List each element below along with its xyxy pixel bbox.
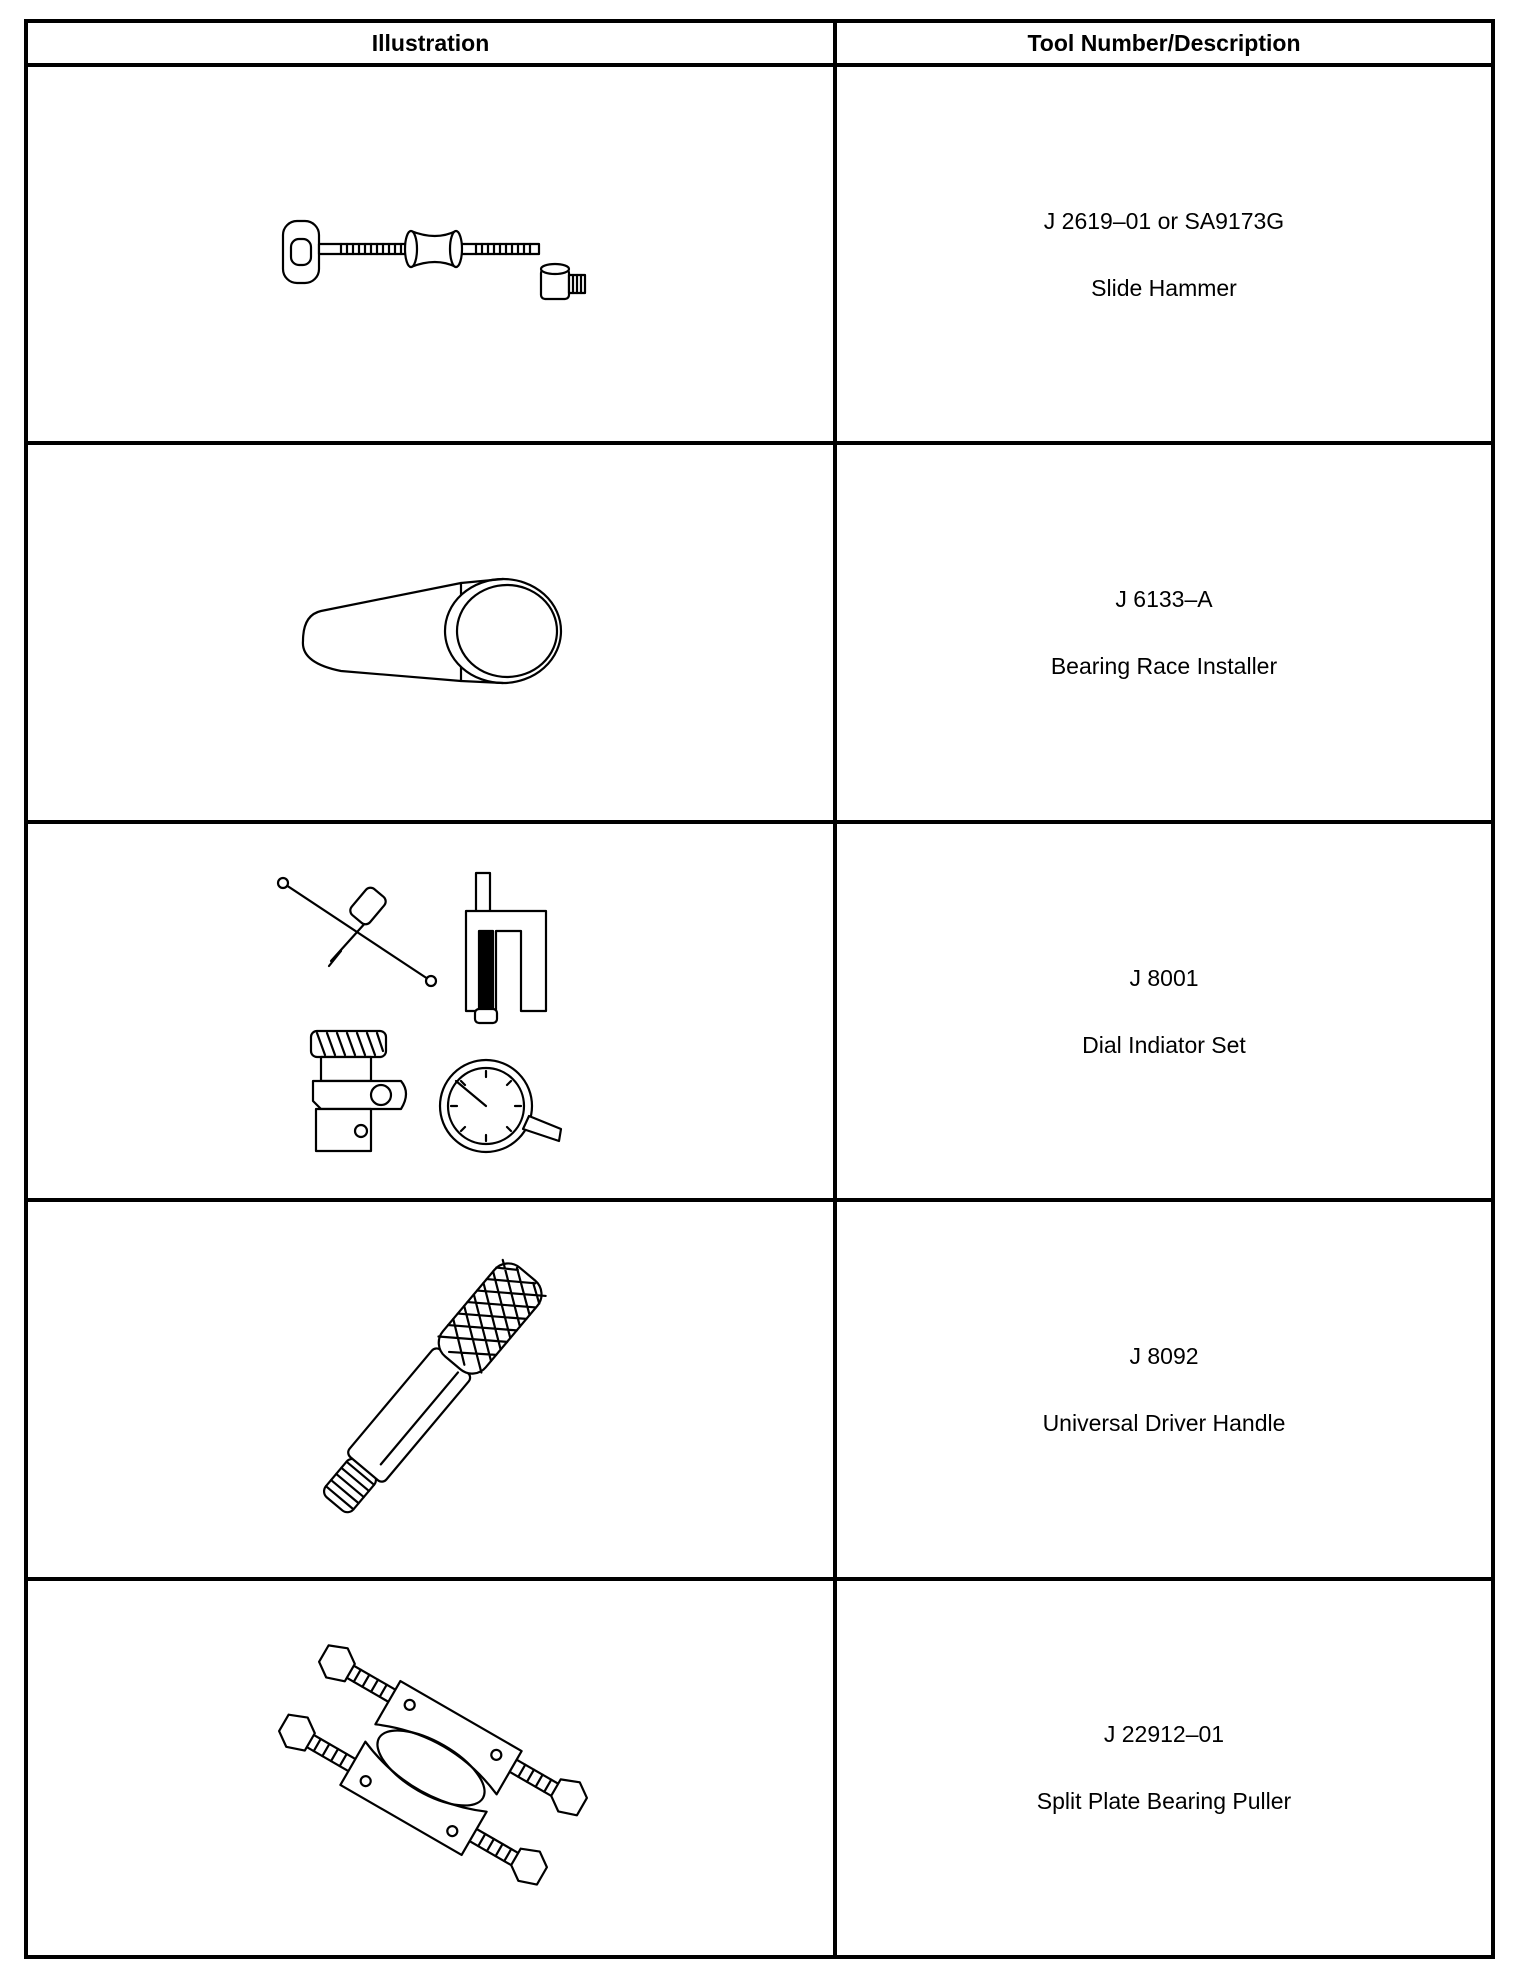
illustration-cell xyxy=(28,824,837,1198)
illustration-column-header: Illustration xyxy=(28,23,837,63)
tool-number: J 8001 xyxy=(1129,964,1199,991)
tool-number: J 2619–01 or SA9173G xyxy=(1043,207,1285,234)
table-row xyxy=(28,1202,1491,1580)
table-row xyxy=(28,1581,1491,1955)
description-cell xyxy=(837,1202,1491,1576)
tool-description: Bearing Race Installer xyxy=(1050,653,1278,680)
description-cell xyxy=(837,67,1491,441)
illustration-cell xyxy=(28,1202,837,1576)
illustration-cell xyxy=(28,1581,837,1955)
description-cell xyxy=(837,824,1491,1198)
tool-description: Slide Hammer xyxy=(1091,274,1237,301)
table-header-row xyxy=(28,23,1491,67)
bearing-race-installer-icon xyxy=(281,563,581,703)
tool-description: Universal Driver Handle xyxy=(1042,1409,1286,1436)
table-row xyxy=(28,824,1491,1202)
tool-description: Dial Indiator Set xyxy=(1082,1031,1246,1058)
tool-description: Split Plate Bearing Puller xyxy=(1036,1788,1292,1815)
tool-table xyxy=(24,19,1495,1959)
split-plate-bearing-puller-icon xyxy=(251,1628,611,1908)
illustration-cell xyxy=(28,67,837,441)
tool-number: J 6133–A xyxy=(1115,586,1213,613)
table-row xyxy=(28,445,1491,823)
table-row xyxy=(28,67,1491,445)
tool-number: J 8092 xyxy=(1129,1342,1199,1369)
description-cell xyxy=(837,1581,1491,1955)
description-cell xyxy=(837,445,1491,819)
illustration-cell xyxy=(28,445,837,819)
description-column-header: Tool Number/Description xyxy=(1027,29,1301,56)
slide-hammer-icon xyxy=(261,199,601,309)
universal-driver-handle-icon xyxy=(271,1239,591,1539)
dial-indicator-set-icon xyxy=(261,861,601,1161)
tool-number: J 22912–01 xyxy=(1103,1721,1225,1748)
